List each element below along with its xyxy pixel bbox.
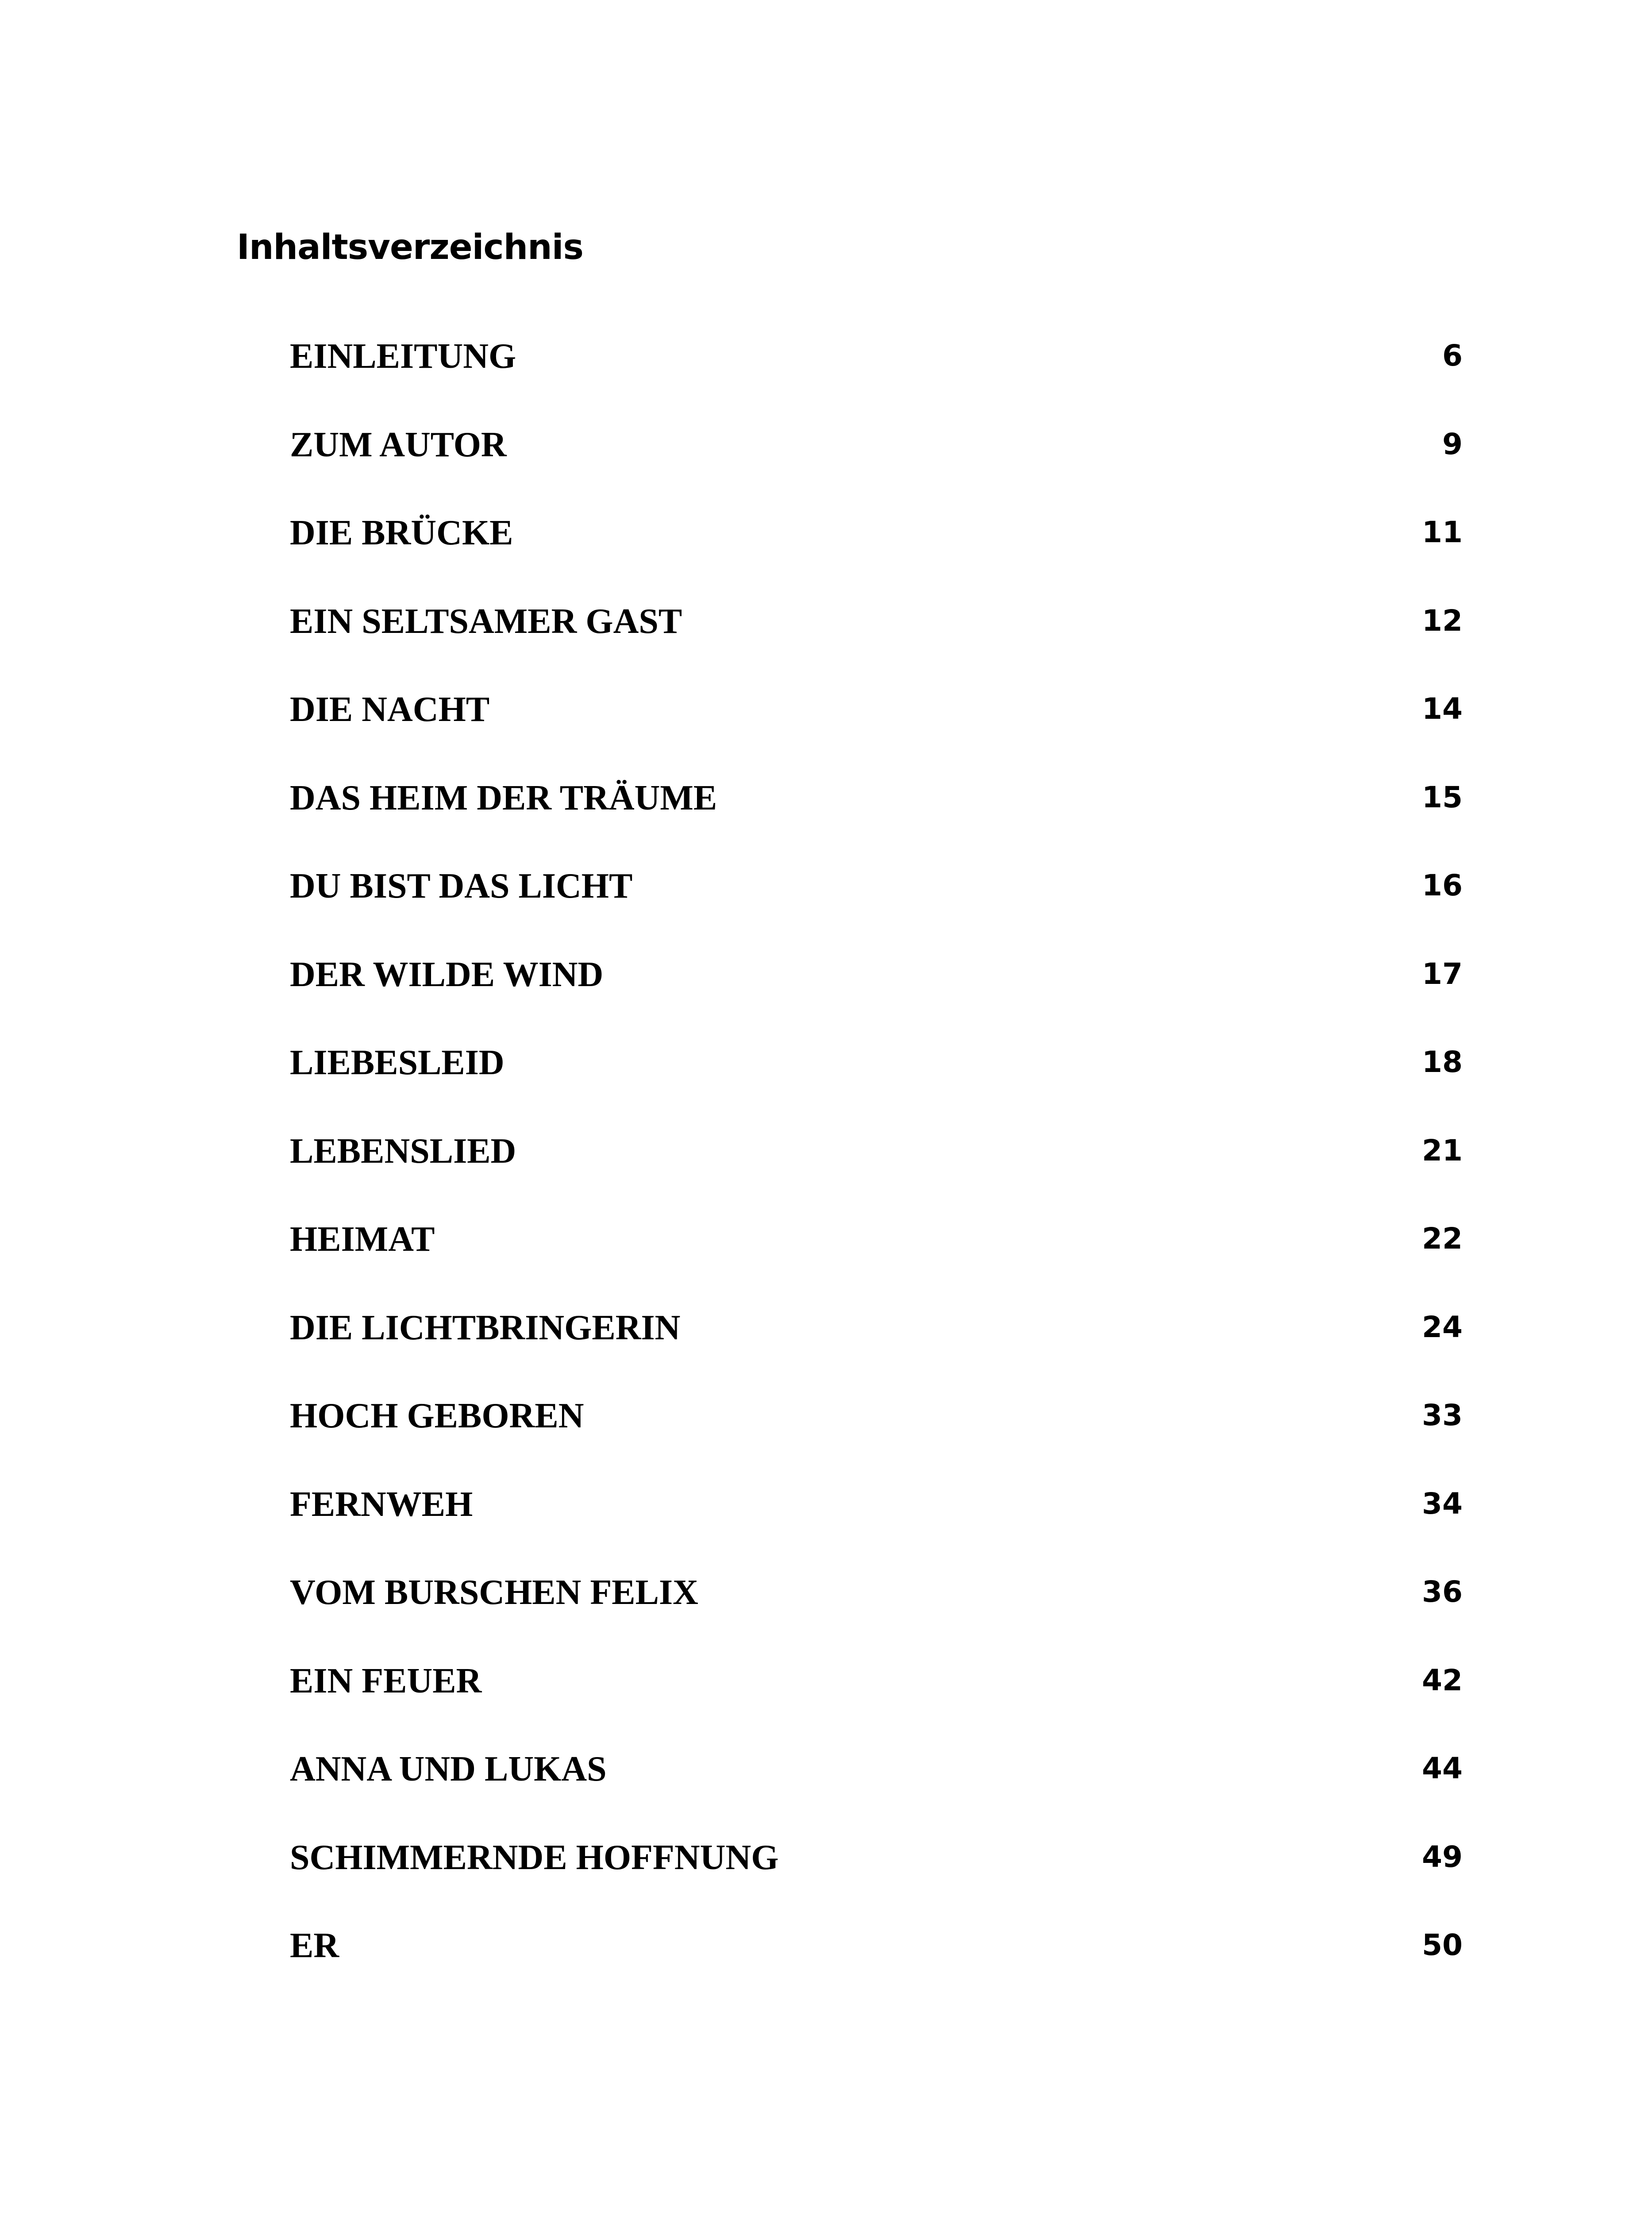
toc-entry-page-number: 33 xyxy=(1422,1398,1463,1432)
toc-entry-page-number: 11 xyxy=(1422,515,1463,549)
toc-entry[interactable] xyxy=(290,1398,1463,1487)
toc-list xyxy=(290,339,1463,2016)
toc-entry-page-number: 16 xyxy=(1422,868,1463,902)
toc-entry-page-number: 15 xyxy=(1422,780,1463,814)
toc-entry-title: EIN FEUER xyxy=(290,1661,482,1700)
toc-entry-page-number: 22 xyxy=(1422,1222,1463,1256)
toc-entry-title: LEBENSLIED xyxy=(290,1131,516,1171)
toc-entry-title: HEIMAT xyxy=(290,1220,435,1259)
toc-entry-page-number: 42 xyxy=(1422,1663,1463,1697)
toc-entry-page-number: 9 xyxy=(1442,427,1463,461)
toc-entry-page-number: 21 xyxy=(1422,1133,1463,1168)
toc-entry[interactable] xyxy=(290,780,1463,869)
toc-entry-page-number: 50 xyxy=(1422,1928,1463,1962)
toc-entry[interactable] xyxy=(290,1222,1463,1310)
toc-entry[interactable] xyxy=(290,515,1463,604)
toc-entry[interactable] xyxy=(290,339,1463,427)
toc-entry-title: DIE NACHT xyxy=(290,690,490,729)
toc-entry-title: ANNA UND LUKAS xyxy=(290,1750,607,1789)
toc-entry-title: HOCH GEBOREN xyxy=(290,1396,584,1435)
toc-entry-title: VOM BURSCHEN FELIX xyxy=(290,1573,698,1612)
toc-entry-page-number: 34 xyxy=(1422,1486,1463,1521)
toc-entry[interactable] xyxy=(290,1928,1463,2016)
toc-entry-page-number: 36 xyxy=(1422,1575,1463,1609)
toc-entry-title: SCHIMMERNDE HOFFNUNG xyxy=(290,1838,779,1877)
toc-entry-page-number: 17 xyxy=(1422,956,1463,991)
toc-entry[interactable] xyxy=(290,1045,1463,1133)
toc-entry-title: DIE LICHTBRINGERIN xyxy=(290,1308,681,1347)
toc-entry-title: DIE BRÜCKE xyxy=(290,513,513,552)
toc-entry-title: EIN SELTSAMER GAST xyxy=(290,601,682,641)
toc-entry-page-number: 24 xyxy=(1422,1310,1463,1344)
toc-entry[interactable] xyxy=(290,692,1463,780)
toc-entry-page-number: 6 xyxy=(1442,339,1463,373)
toc-entry[interactable] xyxy=(290,868,1463,957)
toc-entry-page-number: 49 xyxy=(1422,1839,1463,1874)
toc-entry-page-number: 18 xyxy=(1422,1045,1463,1079)
toc-entry[interactable] xyxy=(290,1310,1463,1399)
toc-entry-page-number: 14 xyxy=(1422,692,1463,726)
toc-entry-page-number: 12 xyxy=(1422,603,1463,638)
toc-entry[interactable] xyxy=(290,1663,1463,1752)
toc-entry[interactable] xyxy=(290,1484,1463,1575)
toc-entry[interactable] xyxy=(290,427,1463,516)
toc-entry-title: LIEBESLEID xyxy=(290,1043,504,1082)
toc-entry-title: EINLEITUNG xyxy=(290,337,516,376)
toc-entry-title: DER WILDE WIND xyxy=(290,955,604,994)
toc-entry-title: DU BIST DAS LICHT xyxy=(290,867,633,906)
toc-entry[interactable] xyxy=(290,957,1463,1045)
toc-entry[interactable] xyxy=(290,1575,1463,1663)
toc-entry-title: DAS HEIM DER TRÄUME xyxy=(290,778,717,817)
toc-entry-page-number: 44 xyxy=(1422,1751,1463,1785)
toc-heading: Inhaltsverzeichnis xyxy=(237,227,583,267)
toc-entry[interactable] xyxy=(290,1133,1463,1222)
toc-entry[interactable] xyxy=(290,1840,1463,1928)
toc-entry-title: ER xyxy=(290,1926,339,1965)
toc-entry[interactable] xyxy=(290,601,1463,692)
toc-entry-title: FERNWEH xyxy=(290,1484,473,1524)
toc-entry[interactable] xyxy=(290,1751,1463,1840)
toc-entry-title: ZUM AUTOR xyxy=(290,425,507,464)
